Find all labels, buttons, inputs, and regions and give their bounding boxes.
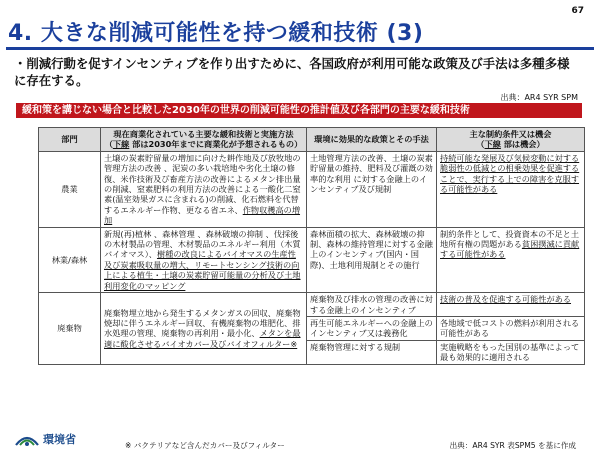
bullet-text: ・削減行動を促すインセンティブを作り出すために、各国政府が利用可能な政策及び手法は多種多様に存在する。 bbox=[14, 56, 570, 88]
title-rule bbox=[6, 47, 594, 50]
table-row bbox=[39, 293, 585, 317]
page-title: 4. 大きな削減可能性を持つ緩和技術 (3) bbox=[8, 21, 424, 46]
mitigation-table bbox=[38, 127, 585, 365]
agri-tech-underline: 作物収穫高の増加 bbox=[104, 204, 301, 226]
waste-policy-1: 廃棄物及び排水の管理の改善に対する金融上のインセンティブ bbox=[307, 293, 437, 317]
waste-tech-underline: メタンを最適に酸化させるバイオカバー及びバイオフィルター※ bbox=[104, 328, 301, 349]
sector-agriculture: 農業 bbox=[39, 151, 101, 227]
header-constraint-pre: （ bbox=[476, 139, 485, 150]
header-policy: 環境に効果的な政策とその手法 bbox=[307, 128, 437, 152]
header-constraint bbox=[437, 128, 585, 152]
header-constraint-line1: 主な制約条件又は機会 bbox=[469, 129, 552, 139]
waste-constraint-2: 各地域で低コストの燃料が利用される可能性がある bbox=[437, 316, 585, 340]
forest-tech bbox=[101, 227, 307, 292]
sector-forestry: 林業/森林 bbox=[39, 227, 101, 292]
ministry-logo bbox=[14, 430, 76, 448]
header-tech-pre: （ bbox=[104, 139, 113, 150]
header-constraint-post: 部は機会） bbox=[500, 139, 545, 150]
waste-policy-2: 再生可能エネルギーへの金融上のインセンティブ又は義務化 bbox=[307, 316, 437, 340]
header-tech-underline: 下線 bbox=[112, 139, 130, 150]
waste-tech bbox=[101, 293, 307, 364]
waste-tech-text: 廃棄物埋立地から発生するメタンガスの回収、廃棄物焼却に伴うエネルギー回収、有機廃棄物の堆肥化、排水処理の管理、廃棄物の再利用・最小化、 bbox=[104, 307, 301, 339]
waste-constraint-1-text: 技術の普及を促進する可能性がある bbox=[440, 294, 572, 305]
header-tech-line1: 現在商業化されている主要な緩和技術と実施方法 bbox=[113, 129, 294, 139]
waste-constraint-3: 実施戦略をもった国別の基準によって最も効果的に適用される bbox=[437, 340, 585, 364]
agri-policy: 土地管理方法の改善、土壌の炭素貯留量の維持、肥料及び灌漑の効率的な利用 に対する金融上のインセンティブ及び規制 bbox=[307, 151, 437, 227]
sector-waste: 廃棄物 bbox=[39, 293, 101, 364]
forest-constraint bbox=[437, 227, 585, 292]
waste-policy-3: 廃棄物管理に対する規制 bbox=[307, 340, 437, 364]
table-banner: 緩和策を講じない場合と比較した2030年の世界の削減可能性の推計値及び各部門の主要な緩和技術 bbox=[16, 103, 582, 118]
agri-tech-text: 土壌の炭素貯留量の増加に向けた耕作地及び放牧地の管理方法の改善 、泥炭の多い栽培地や劣化土壌の修復、米作技術及び畜産方法の改善によるメタン排出量の削減、窒素肥料の利用方法の改善による一酸化二窒素(温室効果ガスに含まれる)の削減、化石燃料を代替するエネルギー作物、更なる省エネ、 bbox=[104, 152, 301, 215]
table-row bbox=[39, 227, 585, 292]
forest-tech-underline: 樹種の改良によるバイオマスの生産性及び炭素吸収量の増大、リモートセンシング技術の向上による植生・土壌の炭素貯留可能量の分析及び土地利用変化のマッピング bbox=[104, 249, 301, 291]
forest-constraint-underline: 貧困撲滅に貢献する可能性がある bbox=[440, 239, 580, 260]
table-header-row bbox=[39, 128, 585, 152]
agri-constraint-text: 持続可能な発展及び気候変動に対する脆弱性の低減との相乗効果を促進することで、実行する上での障害を克服する可能性がある bbox=[440, 152, 580, 195]
agri-tech bbox=[101, 151, 307, 227]
header-tech-post: 部は2030年までに商業化が予想されるもの） bbox=[129, 139, 303, 150]
source-top: 出典：AR4 SYR SPM bbox=[500, 93, 578, 102]
forest-constraint-text: 制約条件として、投資資本の不足と土地所有権の問題がある bbox=[440, 228, 580, 250]
footnote: ※ バクテリアなど含んだカバー及びフィルター bbox=[125, 441, 285, 450]
page-number: 67 bbox=[571, 6, 584, 16]
ministry-of-environment-logo-icon bbox=[14, 430, 40, 448]
source-bottom: 出典：AR4 SYR 表SPM5 を基に作成 bbox=[449, 441, 576, 450]
ministry-logo-text: 環境省 bbox=[43, 433, 76, 446]
waste-constraint-1 bbox=[437, 293, 585, 317]
agri-constraint bbox=[437, 151, 585, 227]
header-tech bbox=[101, 128, 307, 152]
forest-tech-text: 新規(再)植林 、森林管理 、森林破壊の抑制 、伐採後の木材製品の管理、木材製品のエネルギー利用（木質バイオマス）、 bbox=[104, 228, 301, 260]
table-row bbox=[39, 151, 585, 227]
header-sector: 部門 bbox=[39, 128, 101, 152]
forest-policy: 森林面積の拡大、森林破壊の抑制、森林の維持管理に対する金融上のインセンティブ(国内・国際)、土地利用規制とその施行 bbox=[307, 227, 437, 292]
header-constraint-underline: 下線 bbox=[484, 139, 501, 150]
